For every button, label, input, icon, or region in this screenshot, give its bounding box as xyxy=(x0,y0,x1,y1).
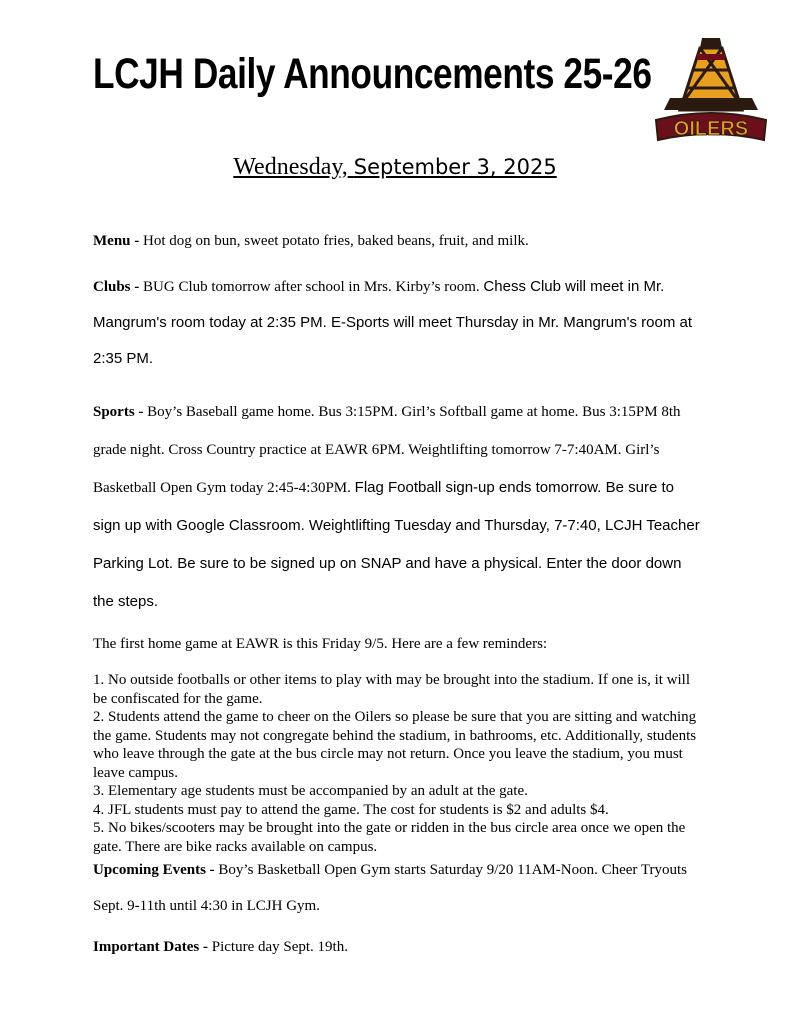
important-label: Important Dates - xyxy=(93,939,208,955)
date-heading xyxy=(0,154,790,181)
home-game-intro: The first home game at EAWR is this Friday 9/5. Here are a few reminders: xyxy=(93,636,548,652)
list-item: 2. Students attend the game to cheer on the Oilers so please be sure that you are sitting and watching the game. Students may not congregate behind the stadium, in bathrooms, etc. Additionally, students who leave through the gate at the bus circle may not return. Once you leave the stadium, you must leave campus. xyxy=(93,709,697,781)
menu-section xyxy=(93,230,703,252)
list-item: 1. No outside footballs or other items to play with may be brought into the stadium. If one is, it will be confiscated for the game. xyxy=(93,672,691,707)
date-rest: September 3, 2025 xyxy=(353,155,557,179)
logo-text: OILERS xyxy=(673,118,749,140)
clubs-text-a: BUG Club tomorrow after school in Mrs. Kirby’s room. xyxy=(143,279,480,295)
list-item: 4. JFL students must pay to attend the game. The cost for students is $2 and adults $4. xyxy=(93,801,609,818)
sports-section xyxy=(93,393,703,621)
upcoming-text: Boy’s Basketball Open Gym starts Saturday 9/20 11AM-Noon. Cheer Tryouts Sept. 9-11th until 4:30 in LCJH Gym. xyxy=(93,862,688,914)
clubs-text-b: Chess Club will meet in Mr. Mangrum's room today at 2:35 PM. E-Sports will meet Thursday in Mr. Mangrum's room at 2:35 PM. xyxy=(93,278,692,367)
list-item: 3. Elementary age students must be accompanied by an adult at the gate. xyxy=(93,783,528,799)
menu-label: Menu - xyxy=(93,233,140,249)
reminder-list xyxy=(93,671,703,856)
upcoming-section xyxy=(93,852,703,924)
clubs-section xyxy=(93,269,703,377)
clubs-label: Clubs - xyxy=(93,279,140,295)
sports-text-a: Boy’s Baseball game home. Bus 3:15PM. Girl’s Softball game at home. Bus 3:15PM 8th grade night. Cross Country practice at EAWR 6PM. Weightlifting tomorrow 7-7:40AM. Girl’s Basketball Open Gym today 2:45-4:30PM. xyxy=(93,404,681,496)
menu-text: Hot dog on bun, sweet potato fries, baked beans, fruit, and milk. xyxy=(143,233,529,249)
sports-label: Sports - xyxy=(93,404,144,420)
announcements-body xyxy=(93,230,703,958)
page-title: LCJH Daily Announcements 25-26 xyxy=(93,50,652,98)
important-section xyxy=(93,936,703,958)
sports-text-b: Flag Football sign-up ends tomorrow. Be sure to sign up with Google Classroom. Weightlifting Tuesday and Thursday, 7-7:40, LCJH Teacher Parking Lot. Be sure to be signed up on SNAP and have a physical. Enter the door down the steps. xyxy=(93,479,700,610)
date-day: Wednesday, xyxy=(233,154,348,180)
important-text: Picture day Sept. 19th. xyxy=(211,939,348,955)
oilers-logo xyxy=(650,36,772,142)
derrick-icon xyxy=(664,38,758,110)
list-item: 5. No bikes/scooters may be brought into the gate or ridden in the bus circle area once we open the gate. There are bike racks available on campus. xyxy=(93,820,686,855)
upcoming-label: Upcoming Events - xyxy=(93,862,215,878)
